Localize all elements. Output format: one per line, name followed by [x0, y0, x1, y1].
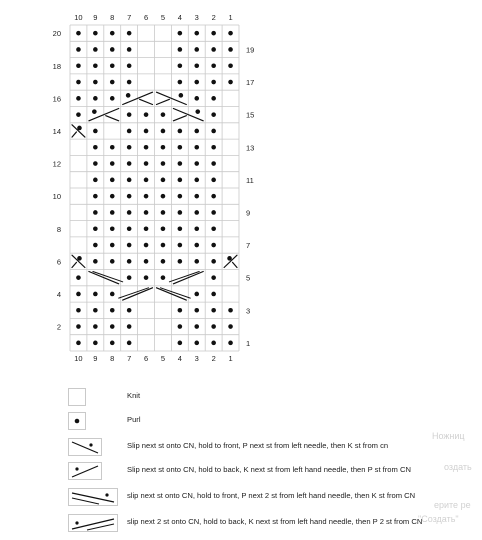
purl-dot	[110, 341, 115, 346]
column-number: 7	[127, 354, 132, 363]
purl-dot	[76, 341, 81, 346]
cable-purl-dot	[195, 109, 200, 114]
purl-dot	[211, 194, 216, 199]
cable-stroke	[72, 498, 99, 504]
purl-dot	[127, 243, 132, 248]
overlay-fragment: ерите ре	[434, 500, 471, 510]
purl-dot	[161, 275, 166, 280]
row-number-left: 10	[52, 192, 61, 202]
purl-dot	[110, 226, 115, 231]
row-number-left: 12	[52, 159, 61, 169]
cable-stroke	[169, 272, 199, 282]
row-number-right: 11	[246, 175, 254, 185]
purl-dot	[161, 112, 166, 117]
cable-stroke	[173, 116, 186, 121]
row-number-left: 16	[52, 94, 61, 104]
purl-dot	[228, 341, 233, 346]
row-number-right: 9	[246, 208, 251, 218]
purl-dot	[93, 31, 98, 36]
purl-dot	[161, 129, 166, 134]
purl-dot	[211, 129, 216, 134]
column-number: 9	[93, 354, 98, 363]
purl-dot	[144, 161, 149, 166]
purl-dot	[144, 259, 149, 264]
purl-dot	[211, 308, 216, 313]
c2f-symbol-icon	[69, 489, 119, 507]
cable-purl-dot	[92, 109, 97, 114]
cable-stroke	[140, 99, 153, 104]
purl-dot	[194, 259, 199, 264]
purl-dot	[127, 194, 132, 199]
cable-purl-dot	[179, 93, 184, 98]
legend-label: Purl	[127, 415, 141, 424]
purl-dot	[127, 210, 132, 215]
column-number: 5	[160, 354, 166, 363]
purl-dot	[127, 129, 132, 134]
purl-dot	[161, 161, 166, 166]
purl-dot	[178, 210, 183, 215]
row-number-left: 2	[56, 322, 61, 332]
legend-symbol-c2f	[68, 488, 118, 506]
purl-dot	[93, 210, 98, 215]
row-number-right: 3	[246, 306, 251, 316]
purl-dot	[194, 96, 199, 101]
column-number: 3	[194, 13, 199, 22]
c1b-symbol-icon	[69, 463, 103, 481]
c1f-symbol-icon	[69, 439, 103, 457]
purl-dot	[178, 324, 183, 329]
row-number-right: 1	[246, 338, 251, 348]
purl-dot	[178, 47, 183, 52]
legend-symbol-c1b	[68, 462, 102, 480]
row-number-right: 7	[246, 241, 251, 251]
legend-label: slip next st onto CN, hold to front, P next 2 st from left hand needle, then K st from CN	[127, 491, 416, 500]
cable-stroke	[161, 288, 191, 298]
purl-dot	[194, 341, 199, 346]
purl-dot	[110, 31, 115, 36]
purl-dot	[211, 292, 216, 297]
purl-dot	[127, 31, 132, 36]
cable-purl-dot	[77, 256, 82, 261]
purl-dot	[144, 178, 149, 183]
purl-dot	[110, 243, 115, 248]
purl-dot	[194, 210, 199, 215]
purl-dot	[178, 31, 183, 36]
overlay-fragment: Ножниц	[432, 431, 465, 441]
knit-symbol-icon	[69, 389, 87, 407]
purl-dot	[110, 178, 115, 183]
purl-dot	[211, 145, 216, 150]
purl-dot	[161, 210, 166, 215]
purl-dot	[127, 275, 132, 280]
purl-dot	[93, 324, 98, 329]
purl-dot	[161, 178, 166, 183]
purl-dot	[178, 308, 183, 313]
purl-dot	[161, 226, 166, 231]
column-number: 10	[74, 13, 83, 22]
purl-dot	[93, 96, 98, 101]
purl-dot	[178, 178, 183, 183]
purl-dot	[76, 96, 81, 101]
legend-symbol-knit	[68, 388, 86, 406]
purl-dot	[211, 259, 216, 264]
purl-dot	[110, 47, 115, 52]
purl-dot	[194, 47, 199, 52]
column-number: 2	[211, 354, 216, 363]
purl-dot	[110, 96, 115, 101]
purl-dot	[93, 226, 98, 231]
purl-dot	[161, 194, 166, 199]
purl-dot	[110, 292, 115, 297]
purl-dot	[76, 63, 81, 68]
overlay-fragment: оздать	[444, 462, 472, 472]
purl-dot	[211, 161, 216, 166]
column-number: 8	[110, 13, 115, 22]
column-number: 10	[74, 354, 83, 363]
row-number-right: 5	[246, 273, 251, 283]
row-number-right: 19	[246, 45, 255, 55]
purl-dot	[110, 259, 115, 264]
purl-dot	[144, 226, 149, 231]
purl-dot	[144, 275, 149, 280]
purl-dot	[194, 324, 199, 329]
purl-dot	[93, 259, 98, 264]
purl-dot	[161, 145, 166, 150]
purl-dot	[194, 31, 199, 36]
purl-dot	[211, 96, 216, 101]
purl-dot	[93, 308, 98, 313]
purl-symbol-icon	[69, 413, 87, 431]
legend-label: Knit	[127, 391, 141, 400]
purl-dot	[178, 145, 183, 150]
purl-dot	[228, 324, 233, 329]
row-number-left: 6	[56, 257, 61, 267]
purl-dot	[93, 80, 98, 85]
cable-stroke	[119, 288, 149, 298]
purl-dot	[144, 194, 149, 199]
purl-dot	[228, 63, 233, 68]
purl-dot	[76, 31, 81, 36]
legend-symbol-c1f	[68, 438, 102, 456]
cable-stroke	[72, 466, 98, 477]
purl-dot	[127, 178, 132, 183]
purl-dot	[93, 63, 98, 68]
column-number: 8	[110, 354, 115, 363]
purl-dot	[127, 226, 132, 231]
purl-dot	[178, 80, 183, 85]
cable-purl-dot	[227, 256, 232, 261]
column-number: 7	[127, 13, 132, 22]
purl-dot	[127, 63, 132, 68]
purl-dot	[211, 275, 216, 280]
cable-stroke	[72, 132, 76, 137]
purl-dot	[194, 308, 199, 313]
purl-dot	[127, 341, 132, 346]
purl-dot	[194, 161, 199, 166]
purl-dot	[93, 47, 98, 52]
legend-label: Slip next st onto CN, hold to front, P next st from left needle, then K st from cn	[127, 441, 389, 450]
overlay-fragment: "Создать"	[418, 514, 459, 524]
cable-purl-dot	[75, 467, 78, 470]
purl-dot	[178, 243, 183, 248]
purl-dot	[194, 194, 199, 199]
purl-dot	[76, 292, 81, 297]
purl-dot	[228, 31, 233, 36]
purl-dot	[127, 259, 132, 264]
purl-dot	[211, 80, 216, 85]
purl-dot	[110, 161, 115, 166]
row-number-right: 17	[246, 78, 255, 88]
cable-stroke	[93, 272, 123, 282]
purl-dot	[178, 194, 183, 199]
cable-stroke	[72, 519, 114, 529]
purl-dot	[194, 63, 199, 68]
purl-dot	[127, 112, 132, 117]
purl-dot	[110, 194, 115, 199]
purl-dot	[110, 80, 115, 85]
purl-dot	[178, 63, 183, 68]
purl-dot	[127, 80, 132, 85]
purl-dot	[211, 112, 216, 117]
cable-stroke	[157, 99, 170, 104]
purl-dot	[144, 129, 149, 134]
purl-dot	[194, 243, 199, 248]
purl-dot	[93, 194, 98, 199]
purl-dot	[76, 308, 81, 313]
purl-dot	[211, 63, 216, 68]
purl-dot	[228, 47, 233, 52]
cable-stroke	[106, 116, 119, 121]
row-number-left: 18	[52, 61, 61, 71]
purl-dot	[127, 324, 132, 329]
purl-dot	[194, 178, 199, 183]
purl-dot	[127, 161, 132, 166]
purl-dot	[228, 80, 233, 85]
purl-dot	[211, 210, 216, 215]
purl-dot	[211, 31, 216, 36]
purl-dot	[211, 341, 216, 346]
cable-stroke	[72, 262, 76, 267]
purl-dot	[76, 80, 81, 85]
purl-dot	[161, 243, 166, 248]
column-number: 6	[143, 13, 149, 22]
purl-dot	[93, 129, 98, 134]
row-number-right: 13	[246, 143, 255, 153]
purl-dot	[211, 47, 216, 52]
cable-purl-dot	[89, 443, 92, 446]
purl-dot	[127, 145, 132, 150]
purl-dot	[93, 243, 98, 248]
cable-purl-dot	[77, 126, 82, 131]
purl-dot	[178, 226, 183, 231]
purl-dot	[75, 419, 80, 424]
purl-dot	[211, 178, 216, 183]
purl-dot	[76, 47, 81, 52]
purl-dot	[110, 63, 115, 68]
purl-dot	[93, 145, 98, 150]
purl-dot	[194, 226, 199, 231]
purl-dot	[211, 226, 216, 231]
purl-dot	[194, 145, 199, 150]
legend-symbol-purl	[68, 412, 86, 430]
purl-dot	[110, 210, 115, 215]
purl-dot	[178, 161, 183, 166]
cable-purl-dot	[75, 521, 78, 524]
cable-purl-dot	[105, 493, 108, 496]
purl-dot	[93, 178, 98, 183]
purl-dot	[110, 324, 115, 329]
purl-dot	[194, 80, 199, 85]
column-number: 3	[194, 354, 199, 363]
purl-dot	[178, 341, 183, 346]
legend-symbol-c2b	[68, 514, 118, 532]
cable-stroke	[233, 262, 237, 267]
column-number: 6	[143, 354, 149, 363]
column-number: 5	[160, 13, 166, 22]
purl-dot	[178, 129, 183, 134]
column-number: 4	[177, 13, 182, 22]
purl-dot	[127, 47, 132, 52]
purl-dot	[93, 161, 98, 166]
purl-dot	[76, 275, 81, 280]
purl-dot	[76, 324, 81, 329]
row-number-left: 20	[52, 29, 61, 39]
column-number: 1	[228, 13, 233, 22]
row-number-right: 15	[246, 110, 255, 120]
purl-dot	[144, 112, 149, 117]
c2b-symbol-icon	[69, 515, 119, 533]
row-number-left: 4	[56, 289, 61, 299]
legend-label: Slip next st onto CN, hold to back, K next st from left hand needle, then P st from CN	[127, 465, 411, 474]
column-number: 9	[93, 13, 98, 22]
purl-dot	[93, 292, 98, 297]
purl-dot	[194, 129, 199, 134]
purl-dot	[110, 308, 115, 313]
purl-dot	[144, 210, 149, 215]
purl-dot	[211, 243, 216, 248]
purl-dot	[93, 341, 98, 346]
purl-dot	[211, 324, 216, 329]
cable-stroke	[72, 442, 98, 453]
purl-dot	[144, 243, 149, 248]
purl-dot	[76, 112, 81, 117]
cable-purl-dot	[126, 93, 131, 98]
purl-dot	[178, 259, 183, 264]
column-number: 1	[228, 354, 233, 363]
row-number-left: 8	[56, 224, 61, 234]
column-number: 4	[177, 354, 182, 363]
purl-dot	[194, 292, 199, 297]
purl-dot	[144, 145, 149, 150]
column-number: 2	[211, 13, 216, 22]
purl-dot	[127, 308, 132, 313]
purl-dot	[161, 259, 166, 264]
legend-label: slip next 2 st onto CN, hold to back, K next st from left hand needle, then P 2 st from CN	[127, 517, 423, 526]
purl-dot	[228, 308, 233, 313]
purl-dot	[110, 145, 115, 150]
row-number-left: 14	[52, 126, 61, 136]
